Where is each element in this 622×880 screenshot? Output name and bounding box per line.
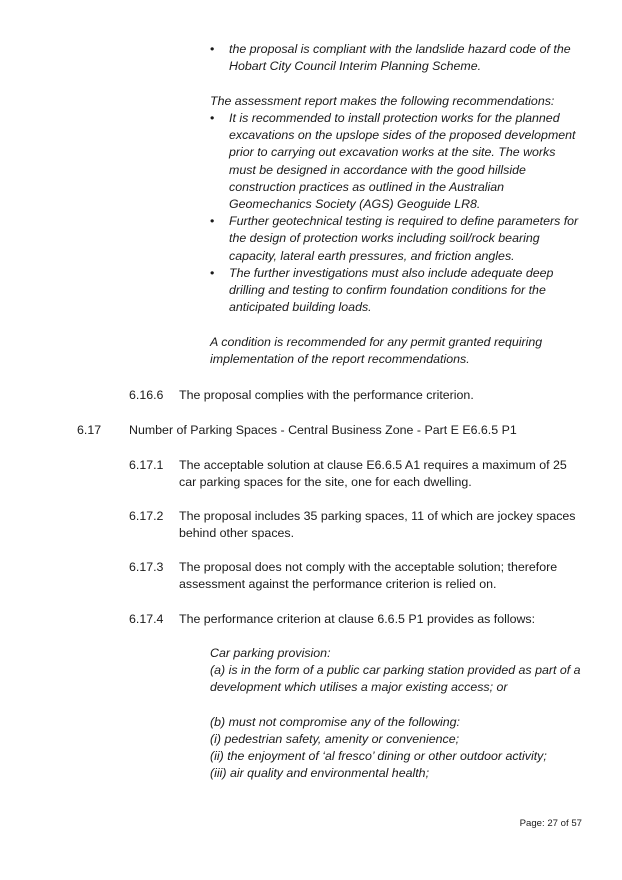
section-title: Number of Parking Spaces - Central Business Zone - Part E E6.6.5 P1: [129, 423, 517, 437]
recommendation-item: • The further investigations must also include adequate deep drilling and testing to confirm foundation conditions for the anticipated building loads.: [210, 265, 585, 317]
hazard-code-bullet-list: [210, 41, 585, 75]
clause-text: The proposal complies with the performance criterion.: [179, 388, 474, 402]
clause-text: The acceptable solution at clause E6.6.5 A1 requires a maximum of 25 car parking spaces for the site, one for each dwelling.: [179, 458, 567, 490]
clause-number: 6.16.6: [129, 388, 164, 402]
recommendations-list: [210, 110, 585, 316]
clause-text: The proposal does not comply with the acceptable solution; therefore assessment against the performance criterion is relied on.: [179, 560, 558, 592]
recommendation-item: • It is recommended to install protection works for the planned excavations on the upslope sides of the proposed development prior to carrying out excavation works at the site. The works must be designed in accordance with the good hillside construction practices as outlined in the Australian Geomechanics Society (AGS) Geoguide LR8.: [210, 110, 585, 213]
hazard-code-bullet: • the proposal is compliant with the landslide hazard code of the Hobart City Council Interim Planning Scheme.: [210, 41, 585, 75]
clause-number: 6.17.4: [129, 612, 164, 626]
section-number: 6.17: [77, 423, 102, 437]
quote-clause-i: (i) pedestrian safety, amenity or convenience;: [210, 732, 460, 746]
recommendations-intro: The assessment report makes the following recommendations:: [210, 94, 555, 108]
recommendation-item: • Further geotechnical testing is required to define parameters for the design of protection works including soil/rock bearing capacity, lateral earth pressures, and friction angles.: [210, 213, 585, 265]
clause-text: The proposal includes 35 parking spaces, 11 of which are jockey spaces behind other spaces.: [179, 509, 576, 541]
clause-number: 6.17.3: [129, 560, 164, 574]
condition-paragraph: A condition is recommended for any permit granted requiring implementation of the report recommendations.: [210, 335, 543, 367]
quote-clause-a: (a) is in the form of a public car parking station provided as part of a development which utilises a major existing access; or: [210, 663, 581, 695]
quote-heading: Car parking provision:: [210, 646, 331, 660]
clause-number: 6.17.1: [129, 458, 164, 472]
quote-clause-iii: (iii) air quality and environmental health;: [210, 766, 430, 780]
clause-text: The performance criterion at clause 6.6.5 P1 provides as follows:: [179, 612, 536, 626]
clause-number: 6.17.2: [129, 509, 164, 523]
quote-clause-b: (b) must not compromise any of the following:: [210, 715, 460, 729]
page-number: Page: 27 of 57: [519, 818, 582, 829]
quote-clause-ii: (ii) the enjoyment of ‘al fresco’ dining or other outdoor activity;: [210, 749, 547, 763]
